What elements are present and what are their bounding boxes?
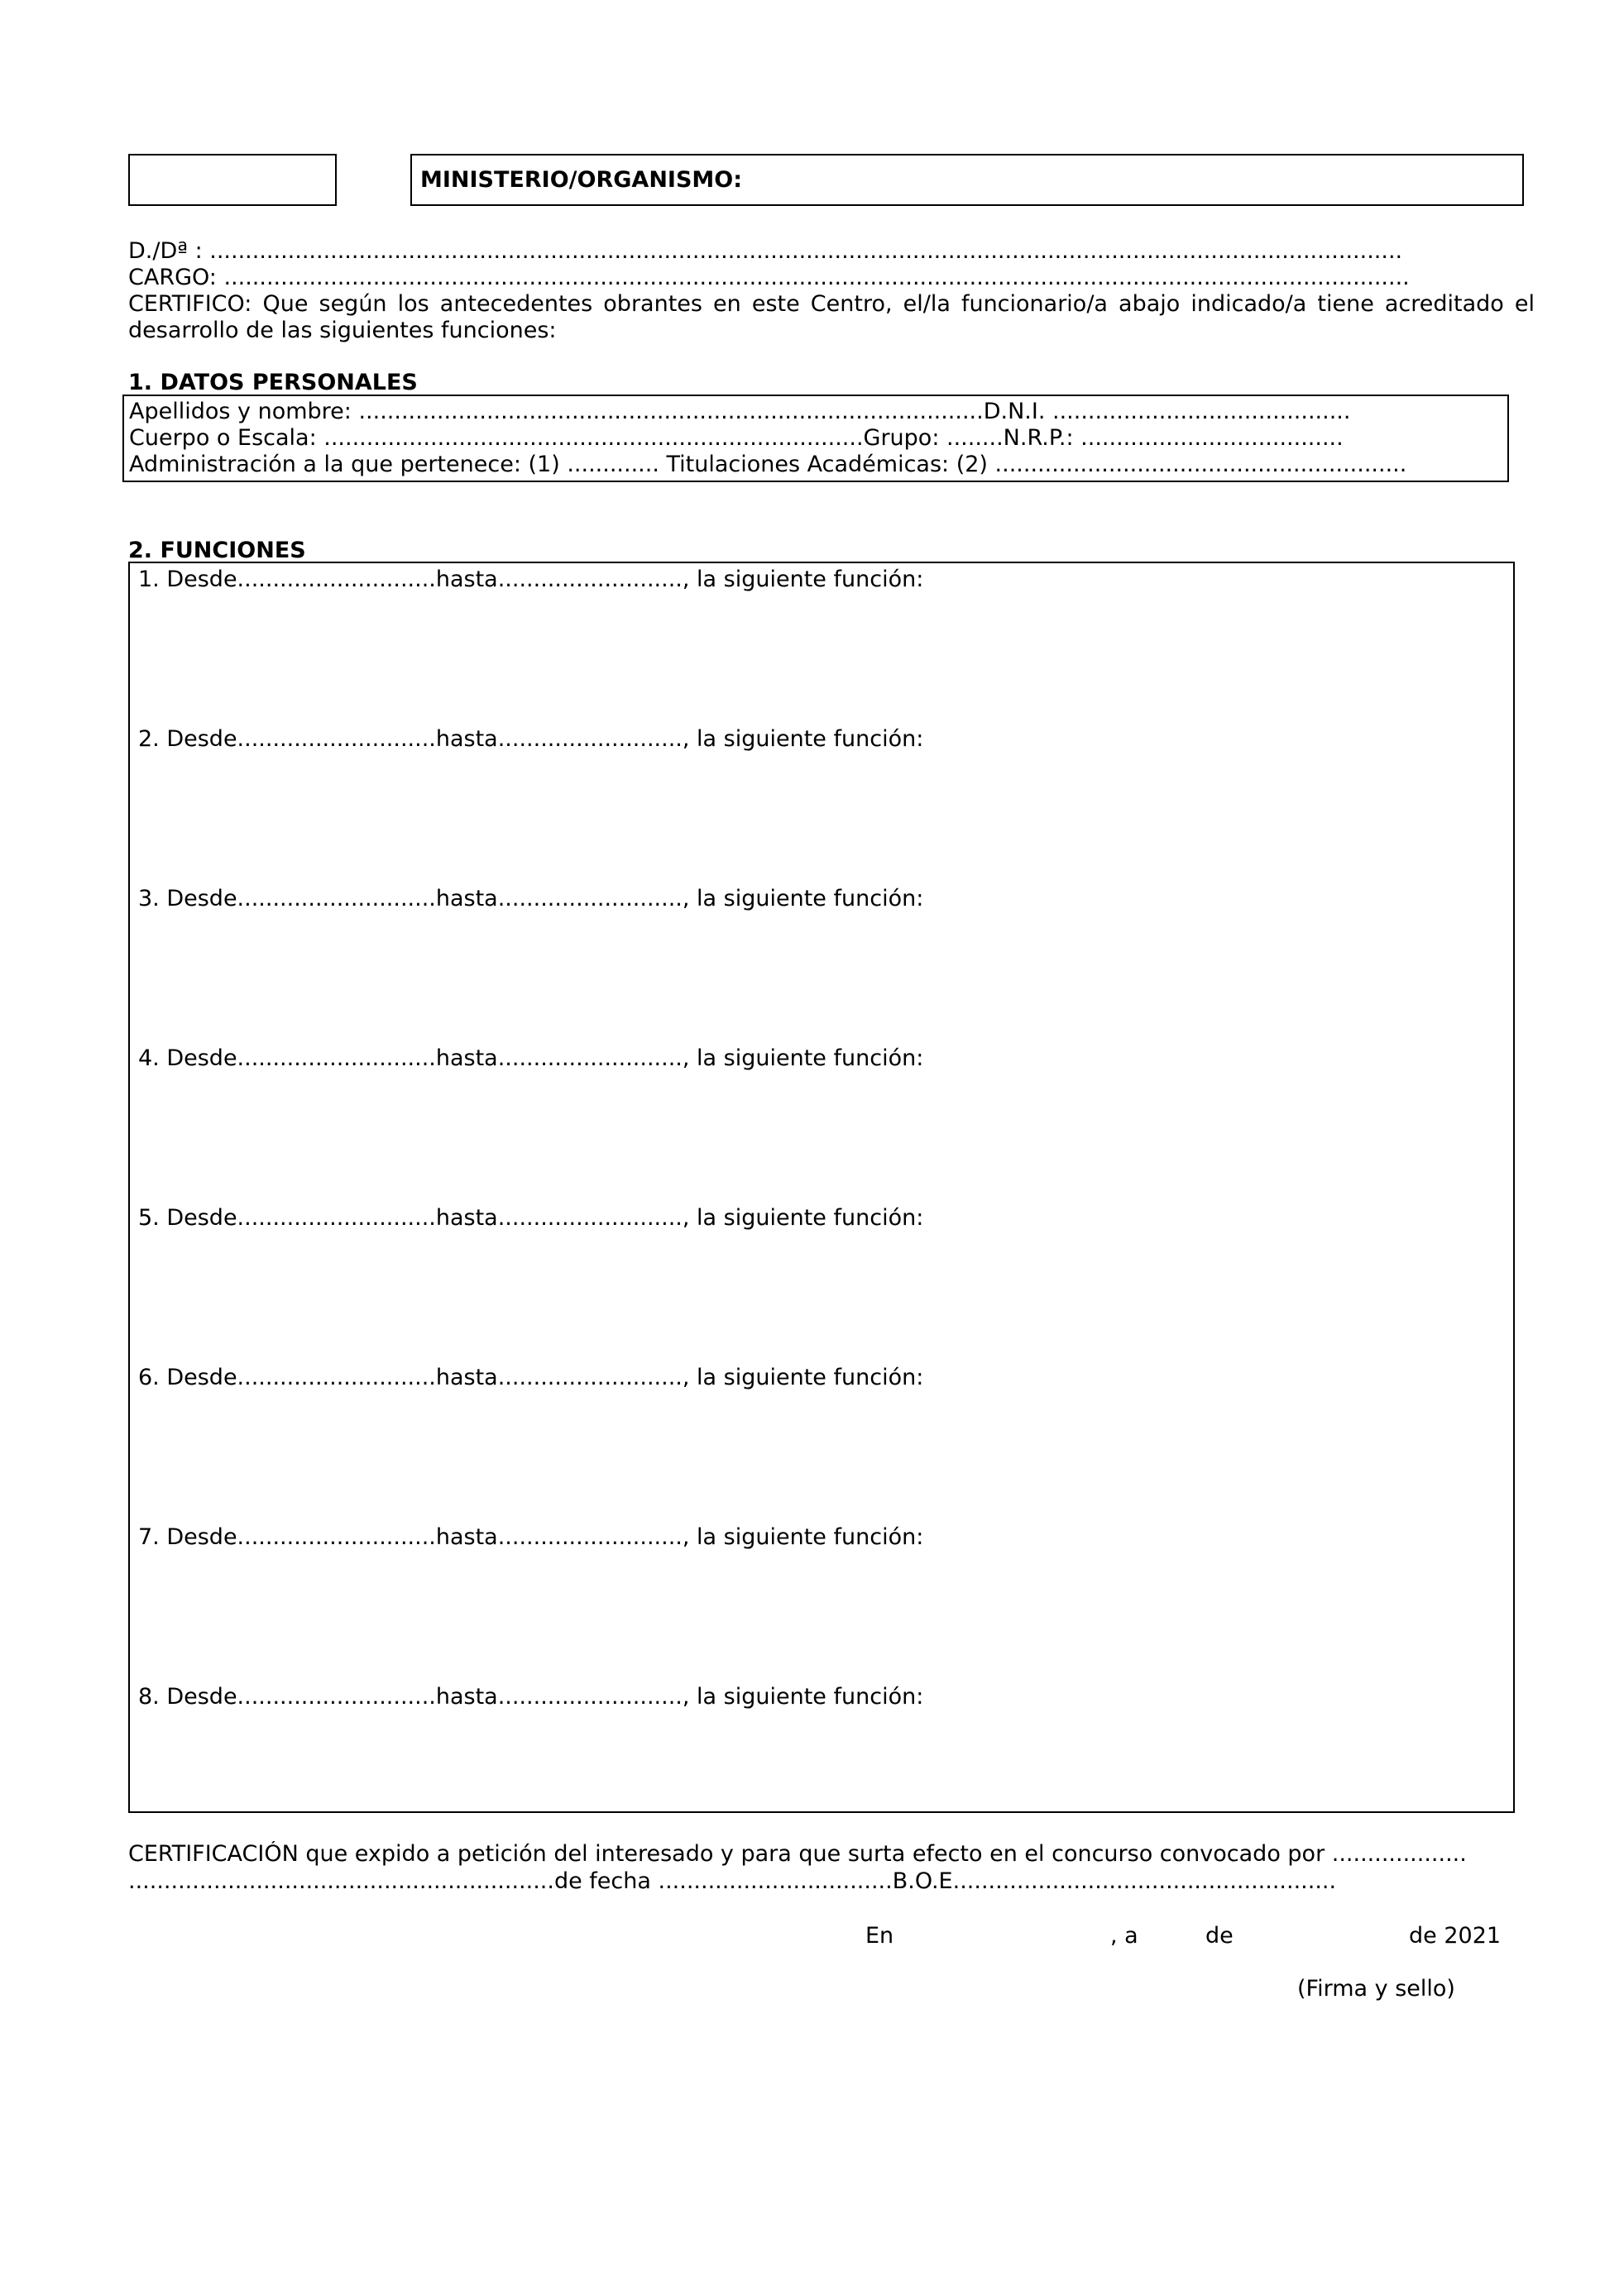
funcion-item-6: 6. Desde............................hasta.........................., la siguiente función:: [138, 1365, 924, 1390]
reference-box[interactable]: [128, 154, 337, 206]
datos-personales-box: [122, 395, 1509, 482]
funcion-item-3: 3. Desde............................hasta.........................., la siguiente función:: [138, 886, 924, 911]
signature-year: de 2021: [1409, 1923, 1502, 1949]
funcion-item-4: 4. Desde............................hasta.........................., la siguiente función:: [138, 1045, 924, 1071]
dd-line: D./Dª : ........................................................................................................................................................................: [128, 238, 1403, 264]
funciones-title: 2. FUNCIONES: [128, 538, 306, 563]
firma-y-sello: (Firma y sello): [1297, 1976, 1455, 2002]
cargo-line: CARGO: .......................................................................................................................................................................: [128, 265, 1410, 290]
certificacion-line-2: ............................................................de fecha .................................B.O.E......................................................: [128, 1868, 1337, 1894]
datos-row-cuerpo: Cuerpo o Escala: ............................................................................Grupo: ........N.R.P.: .....................................: [129, 425, 1344, 451]
signature-en: En: [865, 1923, 894, 1949]
datos-row-apellidos: Apellidos y nombre: ........................................................................................D.N.I. ..........................................: [129, 399, 1351, 424]
organismo-label: MINISTERIO/ORGANISMO:: [420, 167, 743, 193]
certifico-text: CERTIFICO: Que según los antecedentes obrantes en este Centro, el/la funcionario/a abajo indicado/a tiene acreditado el desarrollo de las siguientes funciones:: [128, 291, 1535, 343]
signature-a: , a: [1110, 1923, 1138, 1949]
datos-row-administracion: Administración a la que pertenece: (1) ............. Titulaciones Académicas: (2) ..........................................................: [129, 452, 1407, 477]
certificacion-line-1: CERTIFICACIÓN que expido a petición del interesado y para que surta efecto en el concurso convocado por ...................: [128, 1841, 1467, 1867]
funcion-item-5: 5. Desde............................hasta.........................., la siguiente función:: [138, 1205, 924, 1231]
organismo-box[interactable]: [410, 154, 1524, 206]
datos-personales-title: 1. DATOS PERSONALES: [128, 370, 418, 395]
funcion-item-2: 2. Desde............................hasta.........................., la siguiente función:: [138, 726, 924, 752]
signature-de: de: [1205, 1923, 1234, 1949]
funcion-item-1: 1. Desde............................hasta.........................., la siguiente función:: [138, 567, 924, 592]
funcion-item-7: 7. Desde............................hasta.........................., la siguiente función:: [138, 1524, 924, 1550]
funciones-box: [128, 562, 1515, 1813]
funcion-item-8: 8. Desde............................hasta.........................., la siguiente función:: [138, 1684, 924, 1710]
